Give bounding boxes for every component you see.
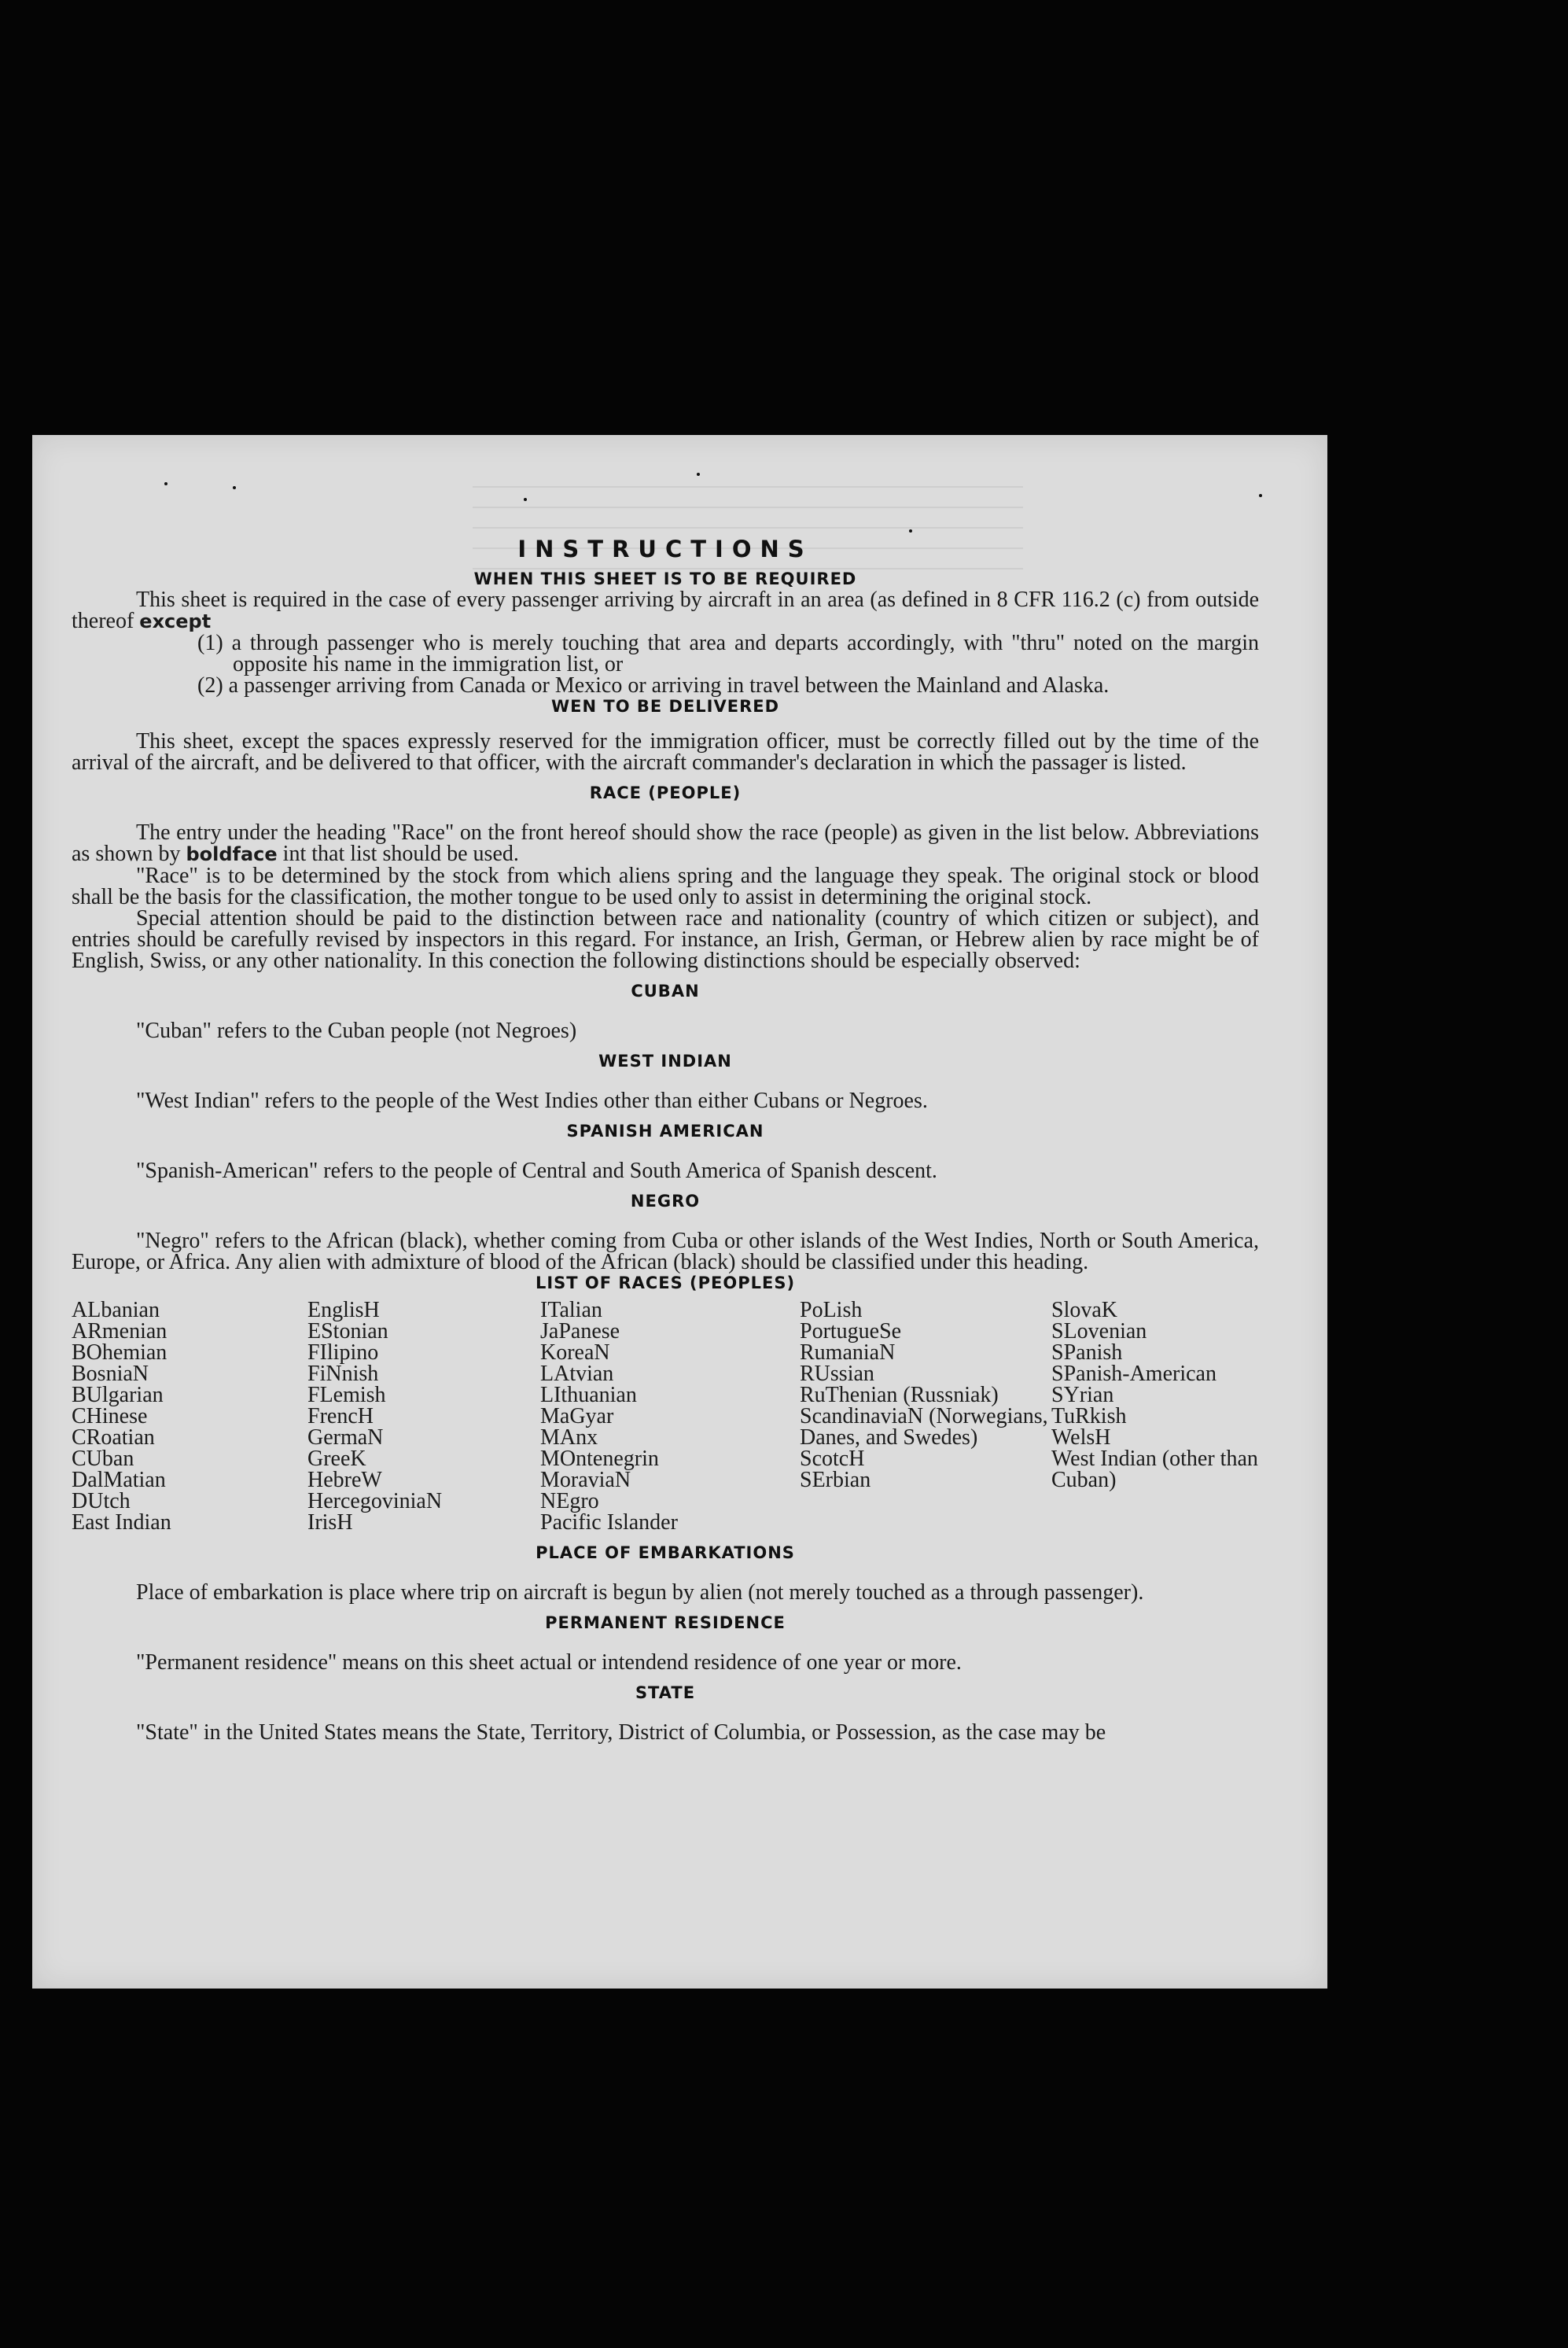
- race-entry: CRoatian: [72, 1425, 155, 1450]
- race-entry: HebreW: [307, 1468, 382, 1492]
- paragraph: [72, 822, 1259, 865]
- race-entry: DalMatian: [72, 1468, 166, 1492]
- paragraph: This sheet, except the spaces expressly reserved for the immigration officer, must be correctly filled out by the time of the arrival of the aircraft, and be delivered to that officer, with the aircraft commander's declaration in which the passager is listed.: [72, 729, 1259, 775]
- race-entry: GreeK: [307, 1447, 366, 1471]
- race-entry: LAtvian: [540, 1362, 614, 1386]
- section-heading: PERMANENT RESIDENCE: [545, 1613, 786, 1632]
- section-heading: STATE: [635, 1683, 696, 1702]
- section-heading: PLACE OF EMBARKATIONS: [536, 1543, 795, 1562]
- paragraph: "West Indian" refers to the people of the West Indies other than either Cubans or Negroes.: [136, 1089, 928, 1113]
- paragraph-text: This sheet is required in the case of every passenger arriving by aircraft in an area (as defined in 8 CFR 116.2 (c) from outside thereof: [72, 588, 1259, 633]
- paragraph: Place of embarkation is place where trip on aircraft is begun by alien (not merely touched as a through passenger).: [136, 1580, 1144, 1605]
- race-entry: MaGyar: [540, 1404, 614, 1428]
- speck: [909, 529, 912, 533]
- race-entry: RUssian: [800, 1362, 874, 1386]
- section-heading: WHEN THIS SHEET IS TO BE REQUIRED: [473, 569, 857, 588]
- race-entry: WelsH: [1051, 1425, 1111, 1450]
- speck: [524, 498, 527, 501]
- section-heading: LIST OF RACES (PEOPLES): [535, 1274, 796, 1292]
- races-column: [800, 1299, 1051, 1533]
- races-list: [72, 1299, 1259, 1533]
- paragraph: "Spanish-American" refers to the people of Central and South America of Spanish descent.: [136, 1159, 937, 1183]
- race-entry: ScotcH: [800, 1447, 865, 1471]
- paragraph: Special attention should be paid to the distinction between race and nationality (country of which citizen or subject), and entries should be carefully revised by inspectors in this regard. For instance, an Irish, German, or Hebrew alien by race might be of English, Swiss, or any other nationality. In this conection the following distinctions should be especially observed:: [72, 906, 1259, 973]
- race-entry: ITalian: [540, 1298, 602, 1322]
- race-entry: DUtch: [72, 1489, 131, 1513]
- race-entry: TuRkish: [1051, 1404, 1127, 1428]
- document-body: [72, 536, 1259, 1745]
- races-column: [540, 1299, 800, 1533]
- section-heading: SPANISH AMERICAN: [566, 1122, 764, 1141]
- document-page: [32, 435, 1327, 1989]
- section-heading: RACE (PEOPLE): [589, 783, 742, 802]
- race-entry: FLemish: [307, 1383, 386, 1407]
- page-title: INSTRUCTIONS: [517, 536, 813, 562]
- race-entry: BosniaN: [72, 1362, 149, 1386]
- race-entry: SLovenian: [1051, 1319, 1147, 1344]
- race-entry: GermaN: [307, 1425, 384, 1450]
- paragraph-text: The entry under the heading "Race" on the front hereof should show the race (people) as given in the list below. Abbreviations as shown by: [72, 820, 1259, 866]
- race-entry: JaPanese: [540, 1319, 620, 1344]
- races-column: [72, 1299, 307, 1533]
- paragraph: "Cuban" refers to the Cuban people (not Negroes): [136, 1019, 577, 1043]
- race-entry: ScandinaviaN (Norwegians, Danes, and Swedes): [800, 1404, 1048, 1450]
- race-entry: West Indian (other than Cuban): [1051, 1447, 1258, 1492]
- race-entry: Pacific Islander: [540, 1510, 678, 1535]
- speck: [1259, 494, 1262, 497]
- speck: [697, 473, 700, 476]
- race-entry: EStonian: [307, 1319, 388, 1344]
- race-entry: FiNnish: [307, 1362, 379, 1386]
- race-entry: HercegoviniaN: [307, 1489, 443, 1513]
- bold-term: except: [139, 610, 212, 632]
- race-entry: RuThenian (Russniak): [800, 1383, 999, 1407]
- race-entry: BOhemian: [72, 1340, 167, 1365]
- race-entry: LIthuanian: [540, 1383, 637, 1407]
- race-entry: KoreaN: [540, 1340, 610, 1365]
- races-column: [1051, 1299, 1259, 1533]
- race-entry: SYrian: [1051, 1383, 1114, 1407]
- list-item: (2) a passenger arriving from Canada or Mexico or arriving in travel between the Mainland and Alaska.: [197, 673, 1110, 698]
- race-entry: CHinese: [72, 1404, 148, 1428]
- race-entry: ARmenian: [72, 1319, 167, 1344]
- race-entry: PoLish: [800, 1298, 863, 1322]
- race-entry: MAnx: [540, 1425, 598, 1450]
- paragraph: [72, 589, 1259, 632]
- race-entry: NEgro: [540, 1489, 599, 1513]
- section-heading: WEN TO BE DELIVERED: [550, 697, 780, 716]
- speck: [233, 486, 236, 489]
- paragraph: "Permanent residence" means on this sheet actual or intendend residence of one year or more.: [136, 1650, 962, 1675]
- race-entry: CUban: [72, 1447, 134, 1471]
- race-entry: RumaniaN: [800, 1340, 896, 1365]
- race-entry: SlovaK: [1051, 1298, 1117, 1322]
- races-column: [307, 1299, 540, 1533]
- race-entry: ALbanian: [72, 1298, 160, 1322]
- race-entry: FrencH: [307, 1404, 374, 1428]
- paragraph: "Negro" refers to the African (black), whether coming from Cuba or other islands of the West Indies, North or South America, Europe, or Africa. Any alien with admixture of blood of the African (black) should be classified under this heading.: [72, 1229, 1259, 1274]
- paragraph: "Race" is to be determined by the stock from which aliens spring and the language they speak. The original stock or blood shall be the basis for the classification, the mother tongue to be used only to assist in determining the original stock.: [72, 864, 1259, 909]
- list-item: (1) a through passenger who is merely touching that area and departs accordingly, with "thru" noted on the margin opposite his name in the immigration list, or: [197, 631, 1259, 676]
- race-entry: EnglisH: [307, 1298, 380, 1322]
- paragraph: "State" in the United States means the State, Territory, District of Columbia, or Possession, as the case may be: [136, 1720, 1106, 1745]
- race-entry: MOntenegrin: [540, 1447, 659, 1471]
- race-entry: SPanish: [1051, 1340, 1123, 1365]
- race-entry: SErbian: [800, 1468, 871, 1492]
- bold-term: boldface: [186, 843, 278, 865]
- speck: [164, 482, 167, 485]
- section-heading: WEST INDIAN: [598, 1052, 732, 1071]
- paragraph-text: int that list should be used.: [282, 842, 519, 866]
- race-entry: MoraviaN: [540, 1468, 631, 1492]
- race-entry: BUlgarian: [72, 1383, 164, 1407]
- race-entry: FIlipino: [307, 1340, 379, 1365]
- race-entry: IrisH: [307, 1510, 353, 1535]
- section-heading: NEGRO: [630, 1192, 701, 1211]
- section-heading: CUBAN: [631, 982, 700, 1001]
- race-entry: East Indian: [72, 1510, 171, 1535]
- race-entry: SPanish-American: [1051, 1362, 1216, 1386]
- race-entry: PortugueSe: [800, 1319, 902, 1344]
